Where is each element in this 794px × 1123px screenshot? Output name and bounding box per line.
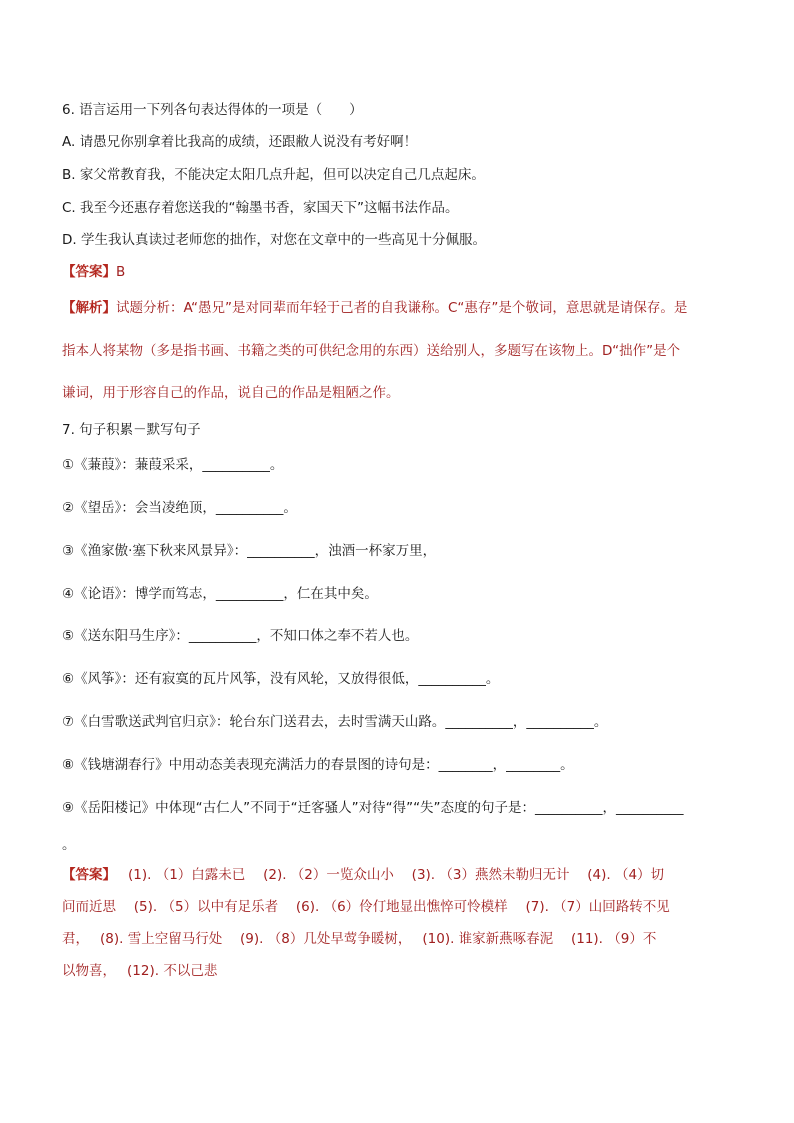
question-7-item-9-end: 。 [62, 837, 76, 853]
question-6-option-b: B. 家父常教育我，不能决定太阳几点升起，但可以决定自己几点起床。 [62, 167, 485, 183]
question-7-item-5: ⑤《送东阳马生序》：__________，不知口体之奉不若人也。 [62, 628, 419, 644]
answer-text: (1). （1）白露未已 (2). （2）一览众山小 (3). （3）燕然未勒归无计 (4). （4）切 [128, 867, 665, 883]
question-6-option-a: A. 请愚兄你别拿着比我高的成绩，还跟敝人说没有考好啊！ [62, 134, 418, 150]
answer-tag: 【答案】 [62, 264, 116, 280]
analysis-text: 试题分析：A“愚兄”是对同辈而年轻于己者的自我谦称。C“惠存”是个敬词，意思就是请保存。是 [116, 300, 688, 316]
question-7-stem: 7. 句子积累－默写句子 [62, 422, 201, 438]
question-7-answer-line-2: 问而近思 (5). （5）以中有足乐者 (6). （6）伶仃地显出憔悴可怜模样 (7). （7）山回路转不见 [62, 899, 670, 915]
question-7-item-3: ③《渔家傲·塞下秋来风景异》：__________，浊酒一杯家万里， [62, 543, 437, 559]
question-6-stem: 6. 语言运用一下列各句表达得体的一项是（ ） [62, 102, 363, 118]
question-7-item-6: ⑥《风筝》：还有寂寞的瓦片风筝，没有风轮，又放得很低，__________。 [62, 671, 500, 687]
question-6-option-d: D. 学生我认真读过老师您的拙作，对您在文章中的一些高见十分佩服。 [62, 232, 486, 248]
question-7-answer-line-4: 以物喜， (12). 不以己悲 [62, 963, 218, 979]
analysis-line-3: 谦词，用于形容自己的作品，说自己的作品是粗陋之作。 [62, 385, 400, 401]
question-7-answer-line-3: 君， (8). 雪上空留马行处 (9). （8）几处早莺争暖树， (10). 谁家新燕啄春泥 (11). （9）不 [62, 931, 657, 947]
question-7-item-2: ②《望岳》：会当凌绝顶，__________。 [62, 500, 297, 516]
question-7-item-8: ⑧《钱塘湖春行》中用动态美表现充满活力的春景图的诗句是：________，________。 [62, 757, 574, 773]
question-7-item-4: ④《论语》：博学而笃志，__________，仁在其中矣。 [62, 586, 378, 602]
question-7-item-7: ⑦《白雪歌送武判官归京》：轮台东门送君去，去时雪满天山路。__________，__________。 [62, 714, 608, 730]
answer-value: B [116, 264, 126, 280]
analysis-line-2: 指本人将某物（多是指书画、书籍之类的可供纪念用的东西）送给别人，多题写在该物上。D“拙作”是个 [62, 343, 681, 359]
question-7-item-9: ⑨《岳阳楼记》中体现“古仁人”不同于“迁客骚人”对待“得”“失”态度的句子是：__________，__________ [62, 800, 684, 816]
question-7-item-1: ①《蒹葭》：蒹葭采采，__________。 [62, 457, 284, 473]
question-6-answer [62, 263, 125, 281]
question-7-answer-line-1 [62, 866, 664, 884]
analysis-line-1 [62, 299, 687, 317]
question-6-option-c: C. 我至今还惠存着您送我的“翰墨书香，家国天下”这幅书法作品。 [62, 200, 459, 216]
answer-tag: 【答案】 [62, 867, 116, 883]
analysis-tag: 【解析】 [62, 300, 116, 316]
